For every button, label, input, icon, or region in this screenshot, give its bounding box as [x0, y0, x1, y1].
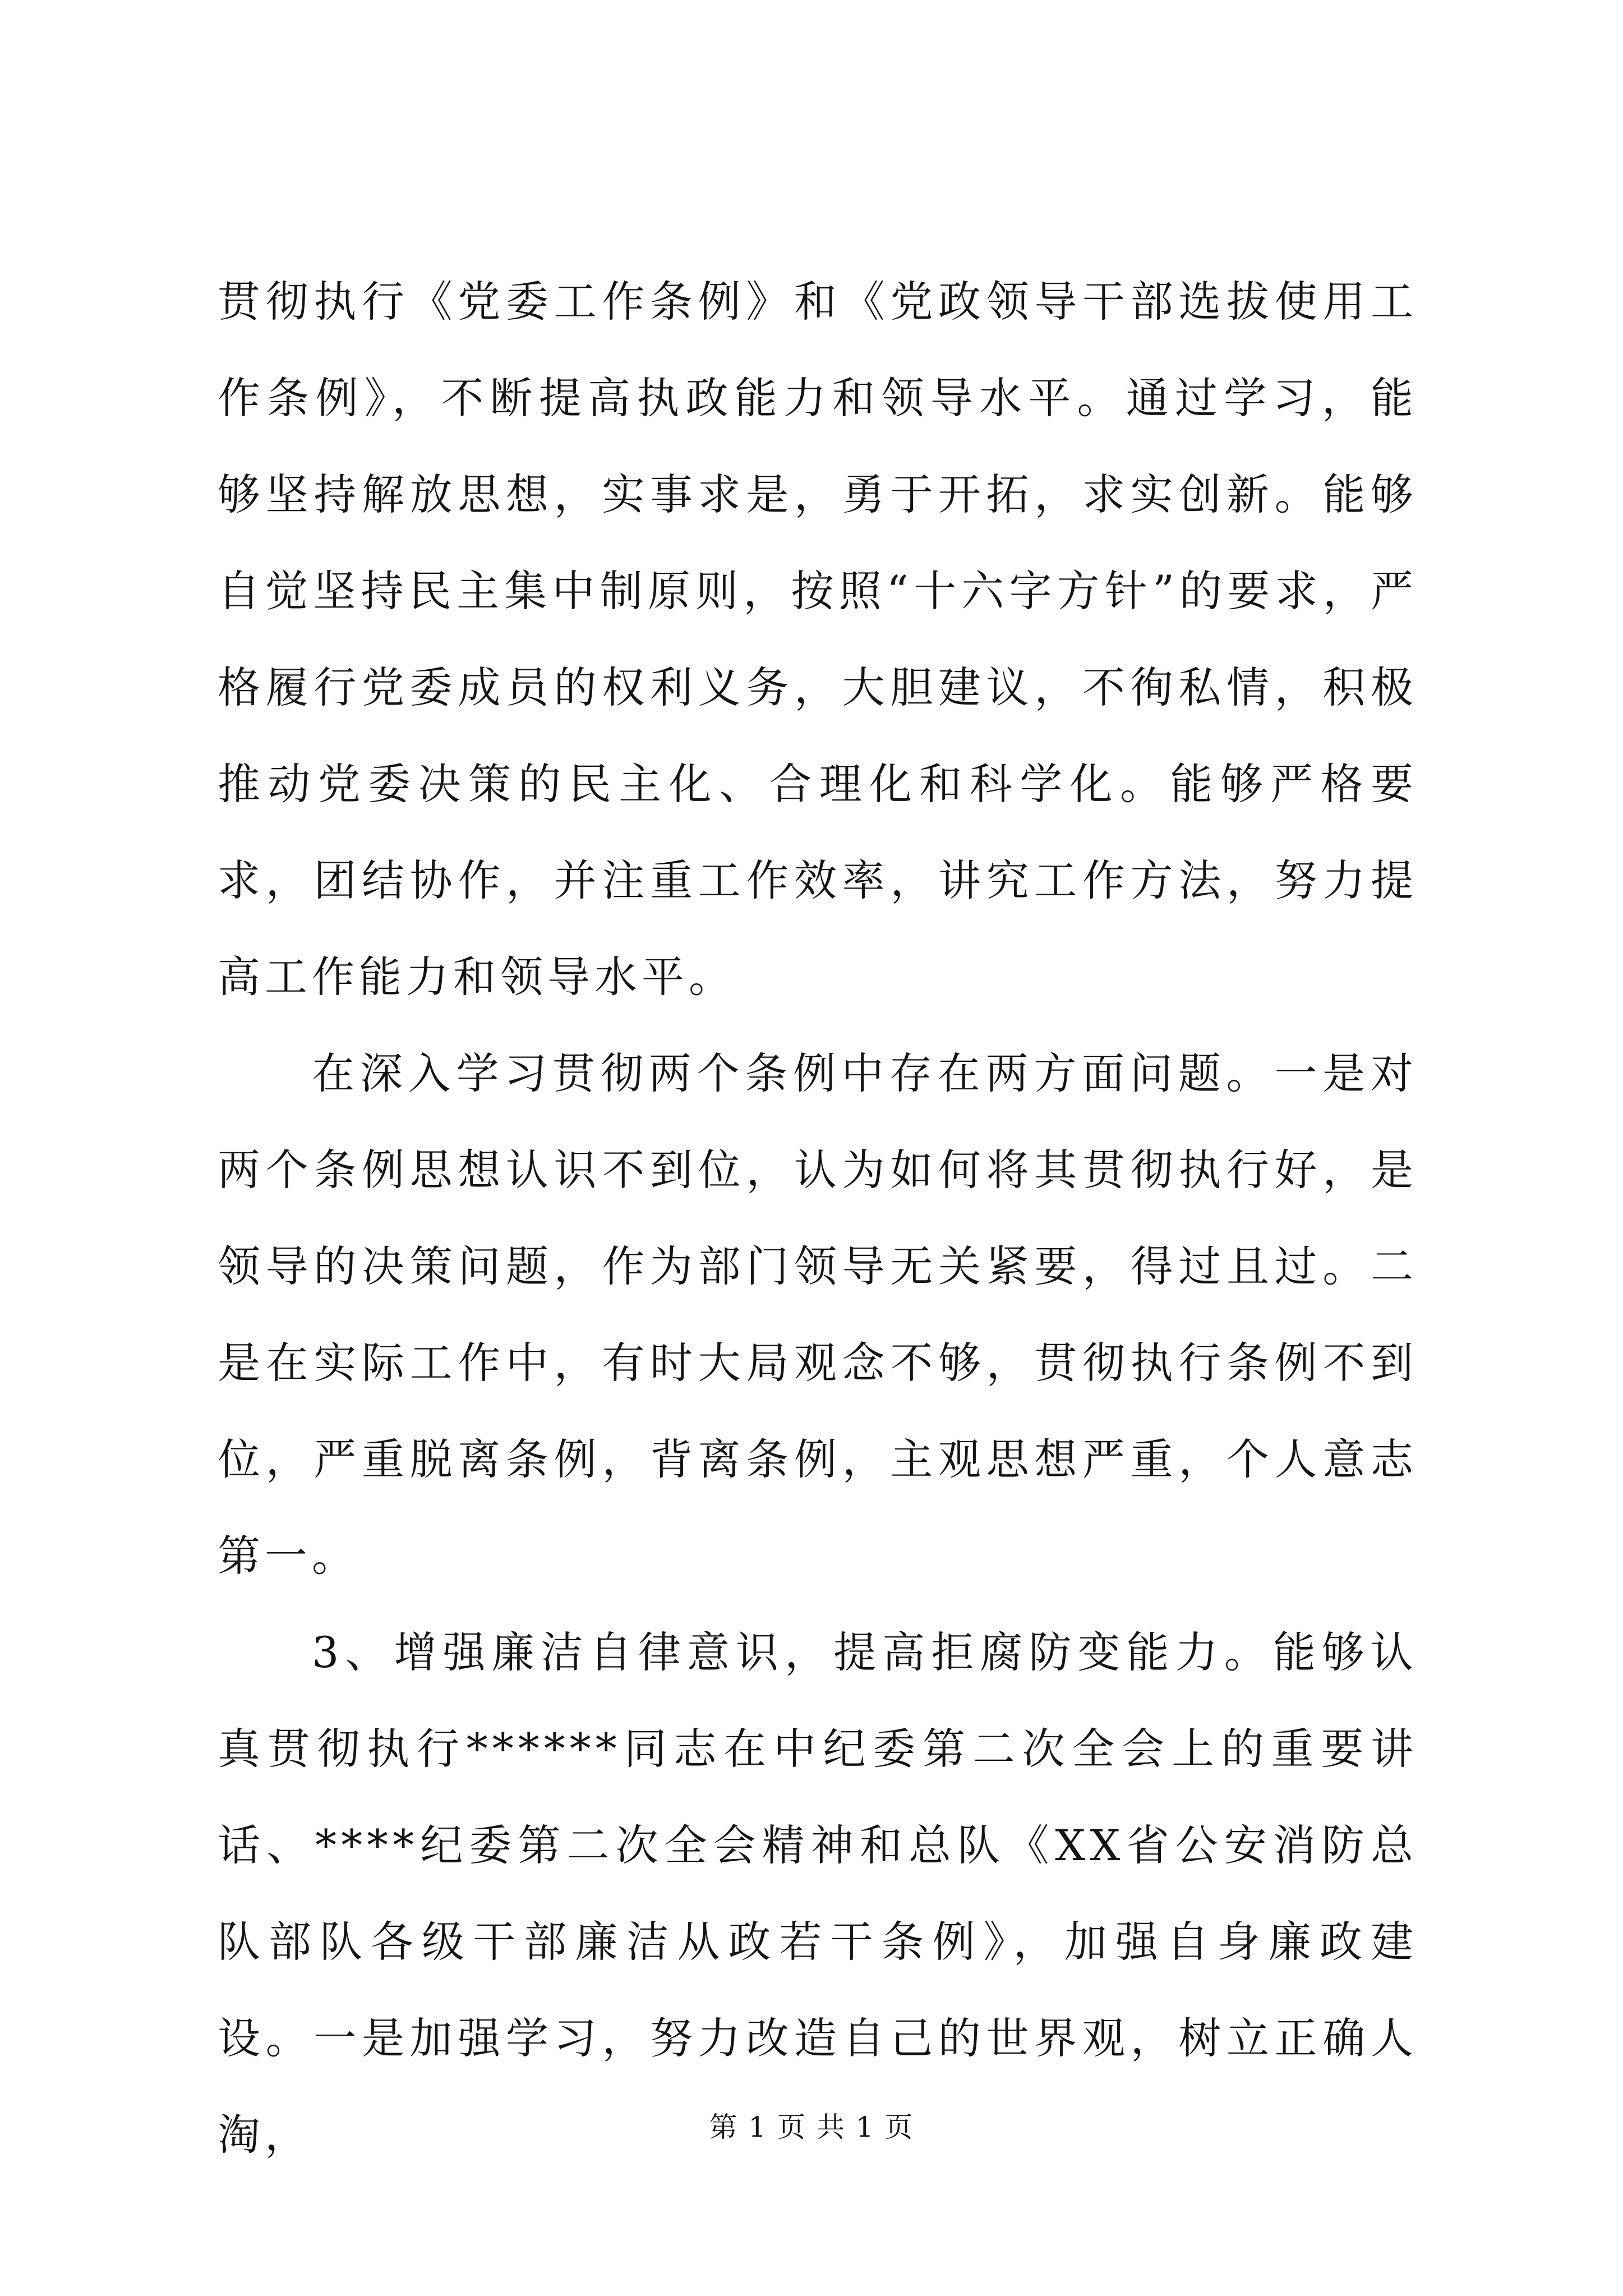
paragraph-2: 在深入学习贯彻两个条例中存在两方面问题。一是对两个条例思想认识不到位，认为如何将其贯彻执行好，是领导的决策问题，作为部门领导无关紧要，得过且过。二是在实际工作中，有时大局观念不够，贯彻执行条例不到位，严重脱离条例，背离条例，主观思想严重，个人意志第一。: [218, 1048, 1418, 1581]
paragraph-3: 3、增强廉洁自律意识，提高拒腐防变能力。能够认真贯彻执行******同志在中纪委第二次全会上的重要讲话、****纪委第二次全会精神和总队《XX省公安消防总队部队各级干部廉洁从政若干条例》，加强自身廉政建设。一是加强学习，努力改造自己的世界观，树立正确人淘，: [218, 1627, 1418, 2160]
paragraph-1: 贯彻执行《党委工作条例》和《党政领导干部选拔使用工作条例》，不断提高执政能力和领导水平。通过学习，能够坚持解放思想，实事求是，勇于开拓，求实创新。能够自觉坚持民主集中制原则，按照“十六字方针”的要求，严格履行党委成员的权利义务，大胆建议，不徇私情，积极推动党委决策的民主化、合理化和科学化。能够严格要求，团结协作，并注重工作效率，讲究工作方法，努力提高工作能力和领导水平。: [218, 277, 1418, 1002]
document-body: [218, 254, 1418, 2183]
page-footer: 第 1 页 共 1 页: [709, 2111, 914, 2143]
